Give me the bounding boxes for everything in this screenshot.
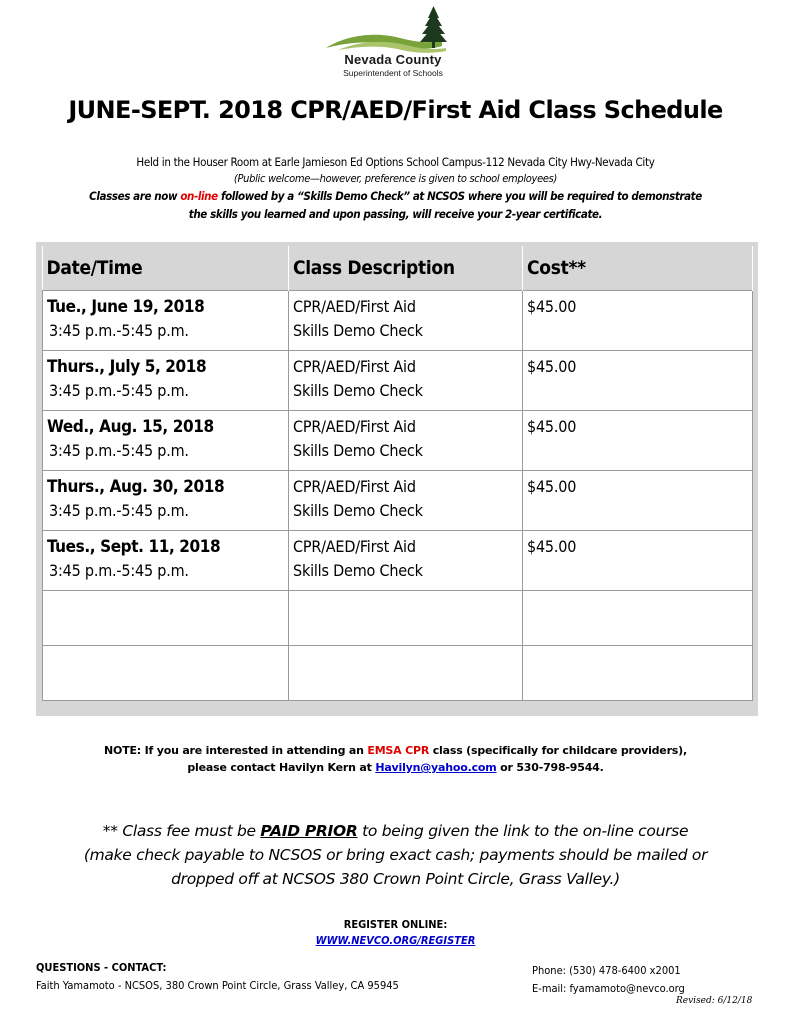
description-cell xyxy=(289,291,523,351)
public-welcome-line: (Public welcome—however, preference is given to school employees) xyxy=(233,172,558,185)
empty-table-row xyxy=(43,591,753,646)
emsa-highlight: EMSA CPR xyxy=(367,744,430,757)
page-title: JUNE-SEPT. 2018 CPR/AED/First Aid Class Schedule xyxy=(68,96,723,124)
note-pre: NOTE: If you are interested in attending an xyxy=(104,744,368,757)
table-row xyxy=(43,411,753,471)
empty-cell xyxy=(289,646,523,701)
contact-name-address: Faith Yamamoto - NCSOS, 380 Crown Point Circle, Grass Valley, CA 95945 xyxy=(36,979,399,992)
class-description-line2: Skills Demo Check xyxy=(293,321,423,340)
register-url-link[interactable]: WWW.NEVCO.ORG/REGISTER xyxy=(315,934,476,947)
online-highlight: on-line xyxy=(180,189,218,203)
emsa-note-line1 xyxy=(0,744,791,757)
cost-cell: $45.00 xyxy=(523,291,753,351)
paid-prior-emphasis: PAID PRIOR xyxy=(260,822,358,840)
class-description-line1: CPR/AED/First Aid xyxy=(293,417,416,436)
contact-phone: Phone: (530) 478-6400 x2001 xyxy=(532,964,681,977)
table-row xyxy=(43,291,753,351)
date-time-cell xyxy=(43,411,289,471)
date-time-cell xyxy=(43,531,289,591)
schedule-table-container xyxy=(36,242,758,716)
table-row xyxy=(43,531,753,591)
description-cell xyxy=(289,411,523,471)
empty-cell xyxy=(43,646,289,701)
note-contact-pre: please contact Havilyn Kern at xyxy=(187,761,376,774)
location-line: Held in the Houser Room at Earle Jamieson Ed Options School Campus-112 Nevada City Hwy-Nevada City xyxy=(136,155,655,169)
class-description-line2: Skills Demo Check xyxy=(293,441,423,460)
date-time-cell xyxy=(43,351,289,411)
class-time: 3:45 p.m.-5:45 p.m. xyxy=(49,321,189,340)
class-description-line1: CPR/AED/First Aid xyxy=(293,297,416,316)
cost-cell: $45.00 xyxy=(523,351,753,411)
note-post: class (specifically for childcare providers), xyxy=(429,744,687,757)
online-notice-line xyxy=(0,189,791,203)
class-description-line2: Skills Demo Check xyxy=(293,501,423,520)
havilyn-email-link[interactable]: Havilyn@yahoo.com xyxy=(375,761,497,774)
class-time: 3:45 p.m.-5:45 p.m. xyxy=(49,561,189,580)
class-description-line2: Skills Demo Check xyxy=(293,561,423,580)
emsa-note-line2 xyxy=(0,761,791,774)
empty-table-row xyxy=(43,646,753,701)
class-description-line1: CPR/AED/First Aid xyxy=(293,477,416,496)
class-date: Thurs., Aug. 30, 2018 xyxy=(47,477,225,497)
fee-pre: ** Class fee must be xyxy=(102,822,261,840)
register-url-line xyxy=(0,934,791,947)
table-row xyxy=(43,351,753,411)
contact-email: E-mail: fyamamoto@nevco.org xyxy=(532,982,685,995)
fee-line2: (make check payable to NCSOS or bring exact cash; payments should be mailed or xyxy=(83,846,708,864)
table-row xyxy=(43,471,753,531)
revised-date: Revised: 6/12/18 xyxy=(676,996,753,1006)
org-name: Nevada County xyxy=(344,52,442,67)
class-time: 3:45 p.m.-5:45 p.m. xyxy=(49,441,189,460)
description-cell xyxy=(289,531,523,591)
header-date-time: Date/Time xyxy=(43,246,289,291)
empty-cell xyxy=(523,646,753,701)
class-date: Tues., Sept. 11, 2018 xyxy=(47,537,221,557)
class-date: Tue., June 19, 2018 xyxy=(47,297,205,317)
cost-cell: $45.00 xyxy=(523,411,753,471)
class-time: 3:45 p.m.-5:45 p.m. xyxy=(49,501,189,520)
certificate-line: the skills you learned and upon passing, will receive your 2-year certificate. xyxy=(188,207,603,221)
date-time-cell xyxy=(43,291,289,351)
nevada-county-logo xyxy=(318,4,468,88)
pine-tree-logo-icon xyxy=(318,4,468,54)
schedule-table xyxy=(42,246,753,701)
questions-contact-heading: QUESTIONS - CONTACT: xyxy=(36,961,167,974)
header-cost: Cost** xyxy=(523,246,753,291)
empty-cell xyxy=(523,591,753,646)
cost-cell: $45.00 xyxy=(523,471,753,531)
note-contact-post: or 530-798-9544. xyxy=(496,761,604,774)
description-cell xyxy=(289,351,523,411)
description-cell xyxy=(289,471,523,531)
online-notice-post: followed by a “Skills Demo Check” at NCSOS where you will be required to demonstrate xyxy=(217,189,702,203)
empty-cell xyxy=(289,591,523,646)
online-notice-pre: Classes are now xyxy=(89,189,181,203)
date-time-cell xyxy=(43,471,289,531)
class-time: 3:45 p.m.-5:45 p.m. xyxy=(49,381,189,400)
class-date: Wed., Aug. 15, 2018 xyxy=(47,417,214,437)
header-class-description: Class Description xyxy=(289,246,523,291)
fee-line1 xyxy=(0,822,791,840)
org-subtitle: Superintendent of Schools xyxy=(343,68,443,78)
class-date: Thurs., July 5, 2018 xyxy=(47,357,207,377)
register-label: REGISTER ONLINE: xyxy=(343,918,448,931)
fee-post: to being given the link to the on-line course xyxy=(357,822,689,840)
fee-line3: dropped off at NCSOS 380 Crown Point Circle, Grass Valley.) xyxy=(171,870,620,888)
empty-cell xyxy=(43,591,289,646)
class-description-line1: CPR/AED/First Aid xyxy=(293,357,416,376)
class-description-line1: CPR/AED/First Aid xyxy=(293,537,416,556)
class-description-line2: Skills Demo Check xyxy=(293,381,423,400)
cost-cell: $45.00 xyxy=(523,531,753,591)
table-header-row xyxy=(43,246,753,291)
